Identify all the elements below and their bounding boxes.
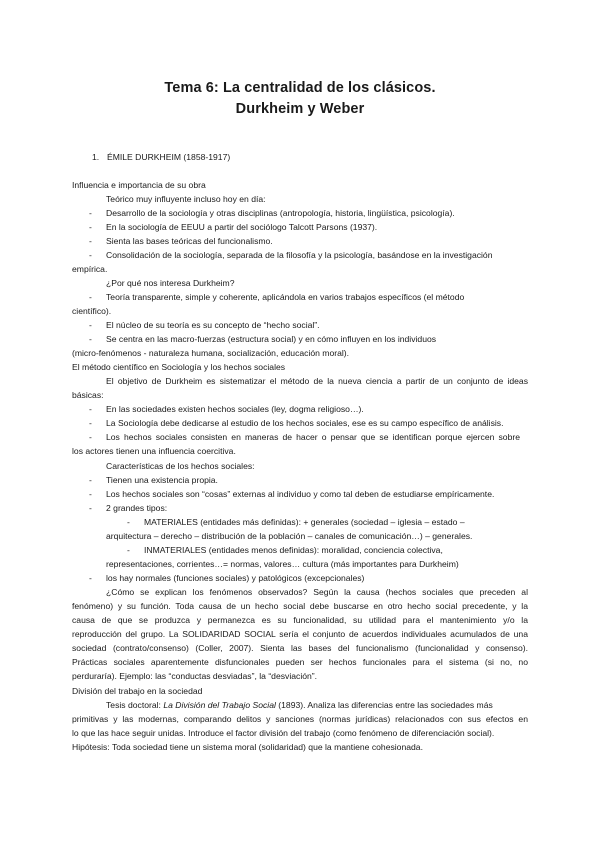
paragraph-line: Prácticas sociales aparentemente disfuncionales pueden ser hechos funcionales para el sistema (si no, no — [72, 657, 528, 667]
bullet-dash: - — [127, 545, 130, 555]
list-item: En la sociología de EEUU a partir del sociólogo Talcott Parsons (1937). — [106, 222, 378, 232]
list-item: La Sociología debe dedicarse al estudio de los hechos sociales, ese es su campo específico de análisis. — [106, 418, 504, 428]
section-heading: ÉMILE DURKHEIM (1858-1917) — [107, 152, 231, 162]
thesis-title: La División del Trabajo Social — [163, 700, 276, 710]
bullet-dash: - — [89, 573, 92, 583]
bullet-dash: - — [89, 418, 92, 428]
bullet-dash: - — [89, 236, 92, 246]
list-item: Teoría transparente, simple y coherente, aplicándola en varios trabajos específicos (el método — [106, 292, 465, 302]
sub-item-cont: arquitectura – derecho – distribución de la población – canales de comunicación…) – generales. — [106, 531, 473, 541]
list-item: En las sociedades existen hechos sociales (ley, dogma religioso…). — [106, 404, 364, 414]
bullet-dash: - — [89, 489, 92, 499]
bullet-dash: - — [89, 320, 92, 330]
sub-item-cont: representaciones, corrientes…= normas, valores… cultura (más importantes para Durkheim) — [106, 559, 459, 569]
metodo-intro-cont: básicas: — [72, 390, 104, 400]
bullet-dash: - — [89, 222, 92, 232]
heading-influencia: Influencia e importancia de su obra — [72, 180, 206, 190]
bullet-dash: - — [89, 208, 92, 218]
bullet-dash: - — [89, 432, 92, 442]
heading-division: División del trabajo en la sociedad — [72, 686, 203, 696]
thesis-line — [106, 700, 528, 711]
paragraph-line: fenómeno) y su función. Toda causa de un hecho social debe buscarse en otro hecho social precedente, y la — [72, 601, 528, 611]
bullet-dash: - — [89, 292, 92, 302]
bullet-dash: - — [89, 475, 92, 485]
list-item: Consolidación de la sociología, separada de la filosofía y la psicología, basándose en la investigación — [106, 250, 493, 260]
bullet-dash: - — [89, 503, 92, 513]
page-subtitle: Durkheim y Weber — [235, 101, 365, 117]
paragraph-line: causa de que se produzca y permanezca es su funcionalidad, su utilidad para el mantenimiento y/o la — [72, 615, 528, 625]
list-item: Desarrollo de la sociología y otras disciplinas (antropología, historia, lingüística, psicología). — [106, 208, 455, 218]
bullet-dash: - — [89, 250, 92, 260]
thesis-rest: (1893). Analiza las diferencias entre las sociedades más — [275, 700, 493, 710]
paragraph-line: reproducción del grupo. La SOLIDARIDAD SOCIAL sería el conjunto de acuerdos individuales acumulados de una — [72, 629, 528, 639]
list-item-cont: empírica. — [72, 264, 108, 274]
interes-question: ¿Por qué nos interesa Durkheim? — [106, 278, 235, 288]
list-item-cont: (micro-fenómenos - naturaleza humana, socialización, educación moral). — [72, 348, 350, 358]
thesis-prefix: Tesis doctoral: — [106, 700, 164, 710]
paragraph-line: perduraría). Ejemplo: las “conductas desviadas”, la “desviación”. — [72, 671, 318, 681]
list-item: Los hechos sociales consisten en maneras de hacer o pensar que se identifican porque ejercen sobre — [106, 432, 520, 442]
list-item-cont: científico). — [72, 306, 112, 316]
list-item-cont: los actores tienen una influencia coercitiva. — [72, 446, 236, 456]
section-number: 1. — [92, 152, 100, 162]
list-item: Sienta las bases teóricas del funcionalismo. — [106, 236, 273, 246]
metodo-intro: El objetivo de Durkheim es sistematizar el método de la nueva ciencia a partir de un conjunto de ideas — [106, 376, 528, 386]
list-item: los hay normales (funciones sociales) y patológicos (excepcionales) — [106, 573, 365, 583]
influencia-intro: Teórico muy influyente incluso hoy en día: — [106, 194, 266, 204]
sub-item-inmateriales: INMATERIALES (entidades menos definidas): moralidad, conciencia colectiva, — [144, 545, 443, 555]
list-item: 2 grandes tipos: — [106, 503, 168, 513]
heading-caracteristicas: Características de los hechos sociales: — [106, 461, 255, 471]
page-title: Tema 6: La centralidad de los clásicos. — [164, 80, 436, 96]
paragraph-line: primitivas y las modernas, comparando delitos y sanciones (normas jurídicas) relacionados con sus efectos en — [72, 714, 528, 724]
heading-metodo: El método científico en Sociología y los hechos sociales — [72, 362, 286, 372]
bullet-dash: - — [89, 334, 92, 344]
sub-item-materiales: MATERIALES (entidades más definidas): + generales (sociedad – iglesia – estado – — [144, 517, 465, 527]
list-item: Los hechos sociales son “cosas” externas al individuo y como tal deben de estudiarse empíricamente. — [106, 489, 495, 499]
list-item: Se centra en las macro-fuerzas (estructura social) y en cómo influyen en los individuos — [106, 334, 437, 344]
paragraph-line: sociedad (contrato/consenso) (Coller, 2007). Sienta las bases del funcionalismo (funcionalidad y consenso). — [72, 643, 528, 653]
paragraph-line: lo que las hace seguir unidas. Introduce el factor división del trabajo (como fenómeno de diferenciación social). — [72, 728, 495, 738]
list-item: El núcleo de su teoría es su concepto de “hecho social”. — [106, 320, 320, 330]
paragraph-line: ¿Cómo se explican los fenómenos observados? Según la causa (hechos sociales que preceden al — [106, 587, 528, 597]
bullet-dash: - — [89, 404, 92, 414]
bullet-dash: - — [127, 517, 130, 527]
paragraph-line: Hipótesis: Toda sociedad tiene un sistema moral (solidaridad) que la mantiene cohesionada. — [72, 742, 423, 752]
list-item: Tienen una existencia propia. — [106, 475, 218, 485]
